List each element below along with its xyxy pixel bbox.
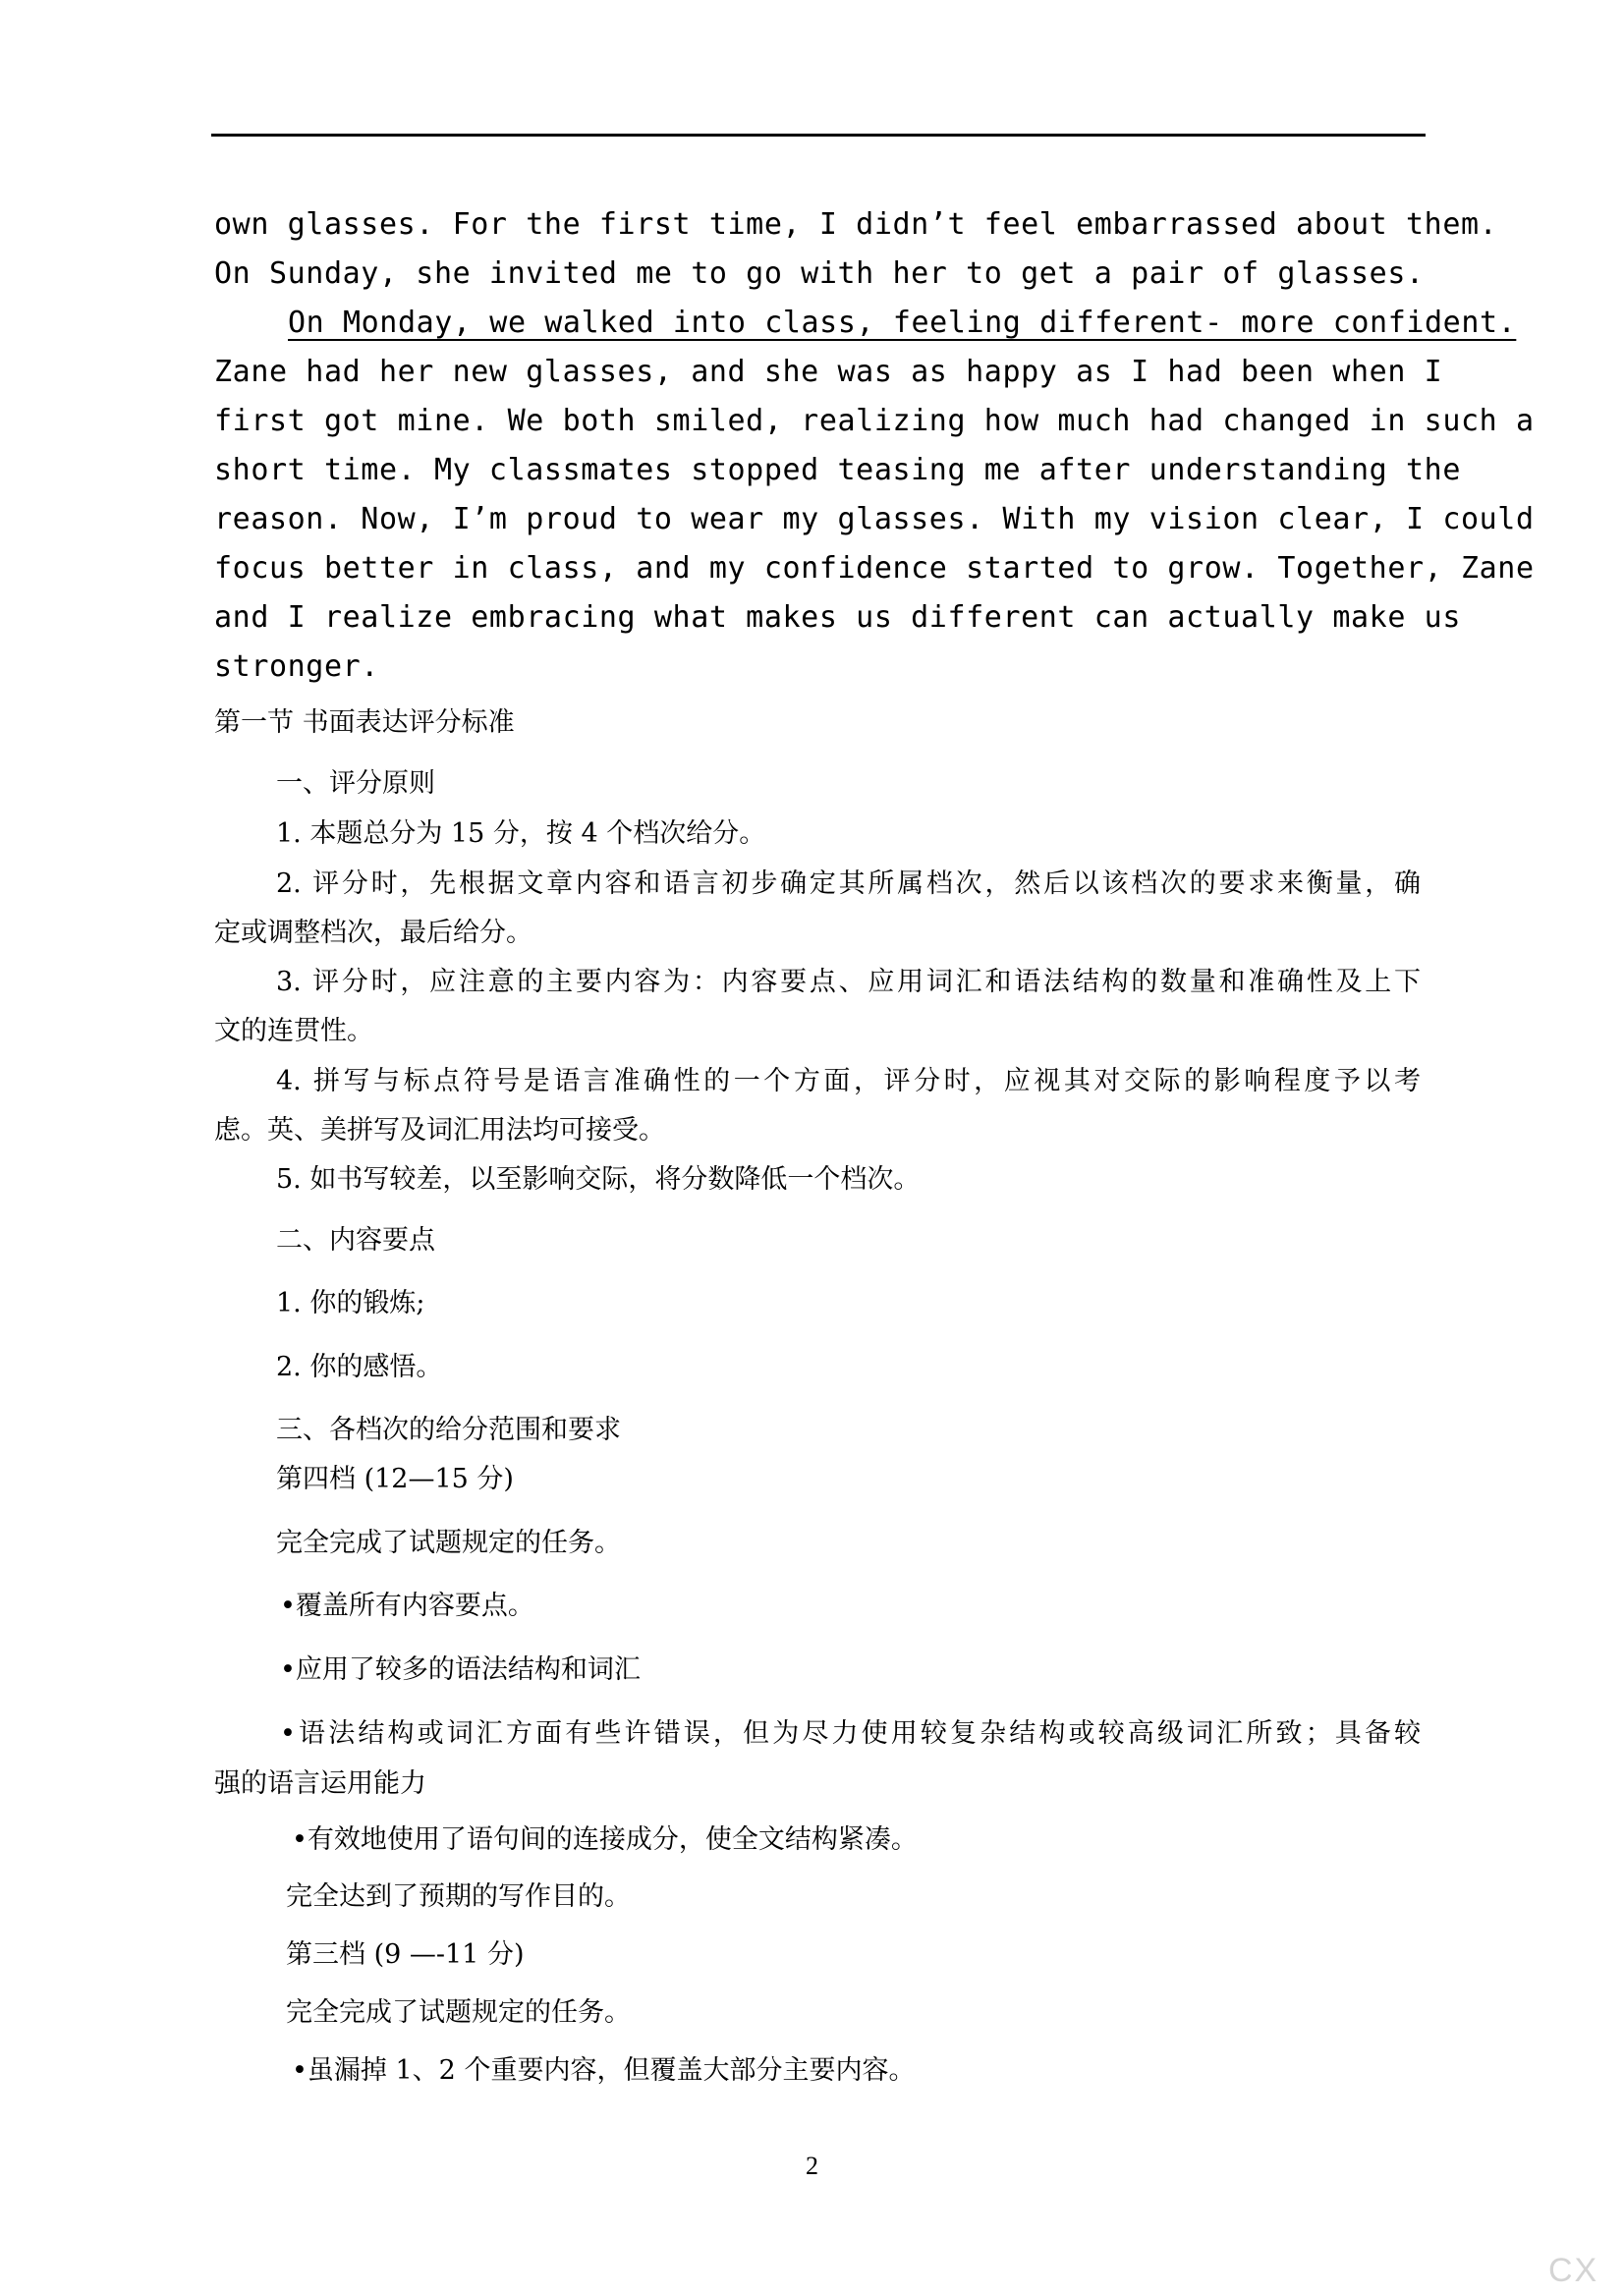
essay-line: short time. My classmates stopped teasing me after understanding the: [214, 453, 1461, 487]
essay-line: reason. Now, I’m proud to wear my glasses. With my vision clear, I could: [214, 502, 1535, 536]
essay-line: Zane had her new glasses, and she was as happy as I had been when I: [214, 355, 1443, 389]
page-number: 2: [806, 2152, 818, 2180]
essay-line: On Sunday, she invited me to go with her to get a pair of glasses.: [214, 256, 1425, 291]
watermark-logo: CX: [1548, 2252, 1599, 2289]
level-4-task: 完全完成了试题规定的任务。: [276, 1528, 621, 1558]
levels-heading: 三、各档次的给分范围和要求: [276, 1415, 621, 1445]
header-rule: [211, 134, 1426, 137]
level-4-bullet: •应用了较多的语法结构和词汇: [280, 1654, 641, 1685]
level-4-goal: 完全达到了预期的写作目的。: [286, 1881, 631, 1912]
level-4-bullet-continued: 强的语言运用能力: [214, 1768, 426, 1799]
principles-heading: 一、评分原则: [276, 768, 435, 799]
principle-item-continued: 定或调整档次，最后给分。: [214, 918, 532, 948]
essay-line: own glasses. For the first time, I didn’t feel embarrassed about them.: [214, 207, 1498, 242]
principle-item: 2. 评分时，先根据文章内容和语言初步确定其所属档次，然后以该档次的要求来衡量，确: [276, 868, 1421, 899]
essay-line: and I realize embracing what makes us different can actually make us: [214, 600, 1461, 635]
principle-item-continued: 虑。英、美拼写及词汇用法均可接受。: [214, 1115, 665, 1146]
principle-item: 3. 评分时，应注意的主要内容为：内容要点、应用词汇和语法结构的数量和准确性及上下: [276, 967, 1421, 997]
content-item: 2. 你的感悟。: [276, 1352, 443, 1382]
essay-line-underlined: [288, 299, 1517, 348]
level-4-bullet: •语法结构或词汇方面有些许错误，但为尽力使用较复杂结构或较高级词汇所致；具备较: [280, 1718, 1421, 1749]
essay-line: focus better in class, and my confidence started to grow. Together, Zane: [214, 551, 1535, 586]
essay-line: stronger.: [214, 649, 379, 684]
underlined-sentence: On Monday, we walked into class, feeling different- more confident.: [288, 306, 1517, 340]
level-4-title: 第四档 (12—15 分): [276, 1464, 514, 1494]
principle-item: 4. 拼写与标点符号是语言准确性的一个方面，评分时，应视其对交际的影响程度予以考: [276, 1066, 1421, 1096]
content-item: 1. 你的锻炼;: [276, 1288, 425, 1318]
content-heading: 二、内容要点: [276, 1225, 435, 1256]
section-title: 第一节 书面表达评分标准: [214, 707, 515, 738]
level-3-task: 完全完成了试题规定的任务。: [286, 1997, 631, 2028]
level-3-title: 第三档 (9 —-11 分): [286, 1939, 525, 1970]
essay-line: first got mine. We both smiled, realizing how much had changed in such a: [214, 404, 1535, 438]
level-4-bullet: •覆盖所有内容要点。: [280, 1591, 534, 1621]
principle-item: 5. 如书写较差，以至影响交际，将分数降低一个档次。: [276, 1164, 921, 1195]
principle-item: 1. 本题总分为 15 分，按 4 个档次给分。: [276, 818, 766, 849]
level-3-bullet: •虽漏掉 1、2 个重要内容，但覆盖大部分主要内容。: [292, 2055, 916, 2086]
principle-item-continued: 文的连贯性。: [214, 1016, 373, 1046]
level-4-bullet: •有效地使用了语句间的连接成分，使全文结构紧凑。: [292, 1824, 918, 1855]
